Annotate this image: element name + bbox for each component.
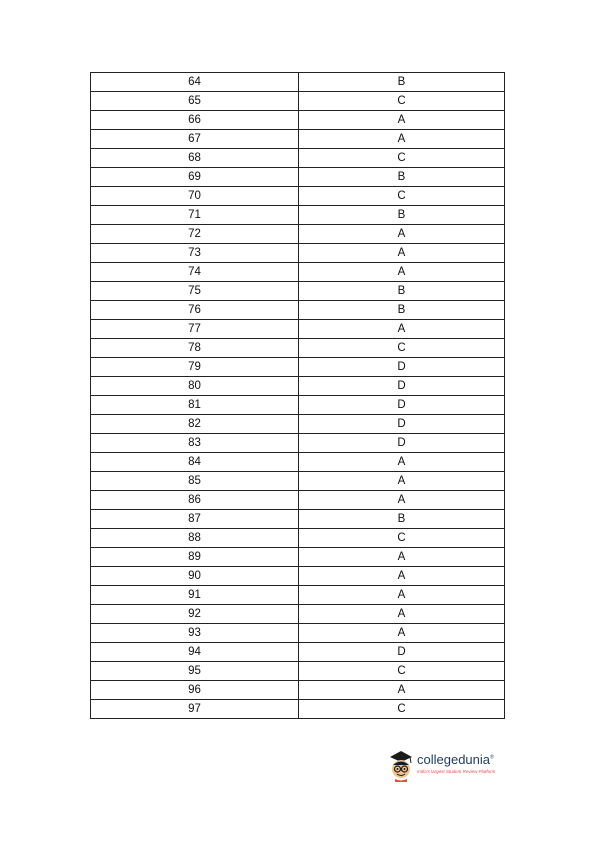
table-row (91, 453, 505, 472)
answer-cell: A (299, 320, 505, 339)
table-row (91, 434, 505, 453)
question-number-cell: 96 (91, 681, 299, 700)
question-number-cell: 66 (91, 111, 299, 130)
registered-mark: ® (490, 754, 494, 761)
question-number-cell: 79 (91, 358, 299, 377)
answer-cell: C (299, 529, 505, 548)
answer-cell: B (299, 301, 505, 320)
question-number-cell: 88 (91, 529, 299, 548)
answer-cell: D (299, 434, 505, 453)
table-row (91, 168, 505, 187)
question-number-cell: 86 (91, 491, 299, 510)
table-row (91, 662, 505, 681)
answer-cell: D (299, 415, 505, 434)
question-number-cell: 76 (91, 301, 299, 320)
table-row (91, 567, 505, 586)
table-row (91, 548, 505, 567)
question-number-cell: 69 (91, 168, 299, 187)
answer-cell: C (299, 662, 505, 681)
question-number-cell: 84 (91, 453, 299, 472)
table-row (91, 358, 505, 377)
table-row (91, 700, 505, 719)
table-row (91, 377, 505, 396)
answer-cell: C (299, 700, 505, 719)
table-row (91, 225, 505, 244)
table-row (91, 92, 505, 111)
table-row (91, 187, 505, 206)
answer-cell: C (299, 92, 505, 111)
table-row (91, 263, 505, 282)
question-number-cell: 90 (91, 567, 299, 586)
question-number-cell: 68 (91, 149, 299, 168)
table-row (91, 415, 505, 434)
answer-cell: A (299, 472, 505, 491)
table-row (91, 73, 505, 92)
answer-cell: D (299, 643, 505, 662)
question-number-cell: 97 (91, 700, 299, 719)
question-number-cell: 73 (91, 244, 299, 263)
question-number-cell: 70 (91, 187, 299, 206)
answer-key-body (91, 73, 505, 719)
table-row (91, 491, 505, 510)
answer-cell: A (299, 624, 505, 643)
question-number-cell: 64 (91, 73, 299, 92)
answer-cell: A (299, 681, 505, 700)
question-number-cell: 83 (91, 434, 299, 453)
answer-cell: C (299, 339, 505, 358)
answer-cell: C (299, 149, 505, 168)
question-number-cell: 81 (91, 396, 299, 415)
mascot-icon (386, 748, 416, 782)
question-number-cell: 94 (91, 643, 299, 662)
answer-cell: A (299, 244, 505, 263)
question-number-cell: 82 (91, 415, 299, 434)
table-row (91, 111, 505, 130)
answer-cell: A (299, 586, 505, 605)
question-number-cell: 91 (91, 586, 299, 605)
collegedunia-logo[interactable] (386, 746, 516, 786)
table-row (91, 396, 505, 415)
question-number-cell: 93 (91, 624, 299, 643)
answer-cell: A (299, 548, 505, 567)
question-number-cell: 72 (91, 225, 299, 244)
table-row (91, 529, 505, 548)
table-row (91, 282, 505, 301)
table-row (91, 206, 505, 225)
table-row (91, 643, 505, 662)
table-row (91, 301, 505, 320)
table-row (91, 586, 505, 605)
answer-cell: A (299, 263, 505, 282)
question-number-cell: 80 (91, 377, 299, 396)
table-row (91, 624, 505, 643)
answer-cell: B (299, 282, 505, 301)
table-row (91, 605, 505, 624)
table-row (91, 472, 505, 491)
question-number-cell: 75 (91, 282, 299, 301)
logo-tagline: India's largest Student Review Platform (417, 769, 496, 774)
question-number-cell: 92 (91, 605, 299, 624)
answer-cell: A (299, 111, 505, 130)
question-number-cell: 95 (91, 662, 299, 681)
table-row (91, 320, 505, 339)
table-row (91, 681, 505, 700)
answer-cell: A (299, 491, 505, 510)
table-row (91, 244, 505, 263)
question-number-cell: 77 (91, 320, 299, 339)
answer-cell: A (299, 130, 505, 149)
answer-cell: A (299, 225, 505, 244)
answer-key-table (90, 72, 505, 719)
answer-cell: D (299, 377, 505, 396)
question-number-cell: 87 (91, 510, 299, 529)
table-row (91, 510, 505, 529)
question-number-cell: 85 (91, 472, 299, 491)
answer-cell: A (299, 567, 505, 586)
question-number-cell: 67 (91, 130, 299, 149)
question-number-cell: 78 (91, 339, 299, 358)
question-number-cell: 74 (91, 263, 299, 282)
answer-cell: B (299, 168, 505, 187)
answer-cell: D (299, 358, 505, 377)
question-number-cell: 89 (91, 548, 299, 567)
table-row (91, 339, 505, 358)
answer-cell: B (299, 510, 505, 529)
answer-cell: A (299, 605, 505, 624)
answer-cell: B (299, 206, 505, 225)
question-number-cell: 71 (91, 206, 299, 225)
table-row (91, 149, 505, 168)
table-row (91, 130, 505, 149)
answer-cell: C (299, 187, 505, 206)
logo-wordmark: collegedunia® (417, 752, 494, 767)
answer-cell: A (299, 453, 505, 472)
question-number-cell: 65 (91, 92, 299, 111)
answer-cell: D (299, 396, 505, 415)
answer-cell: B (299, 73, 505, 92)
